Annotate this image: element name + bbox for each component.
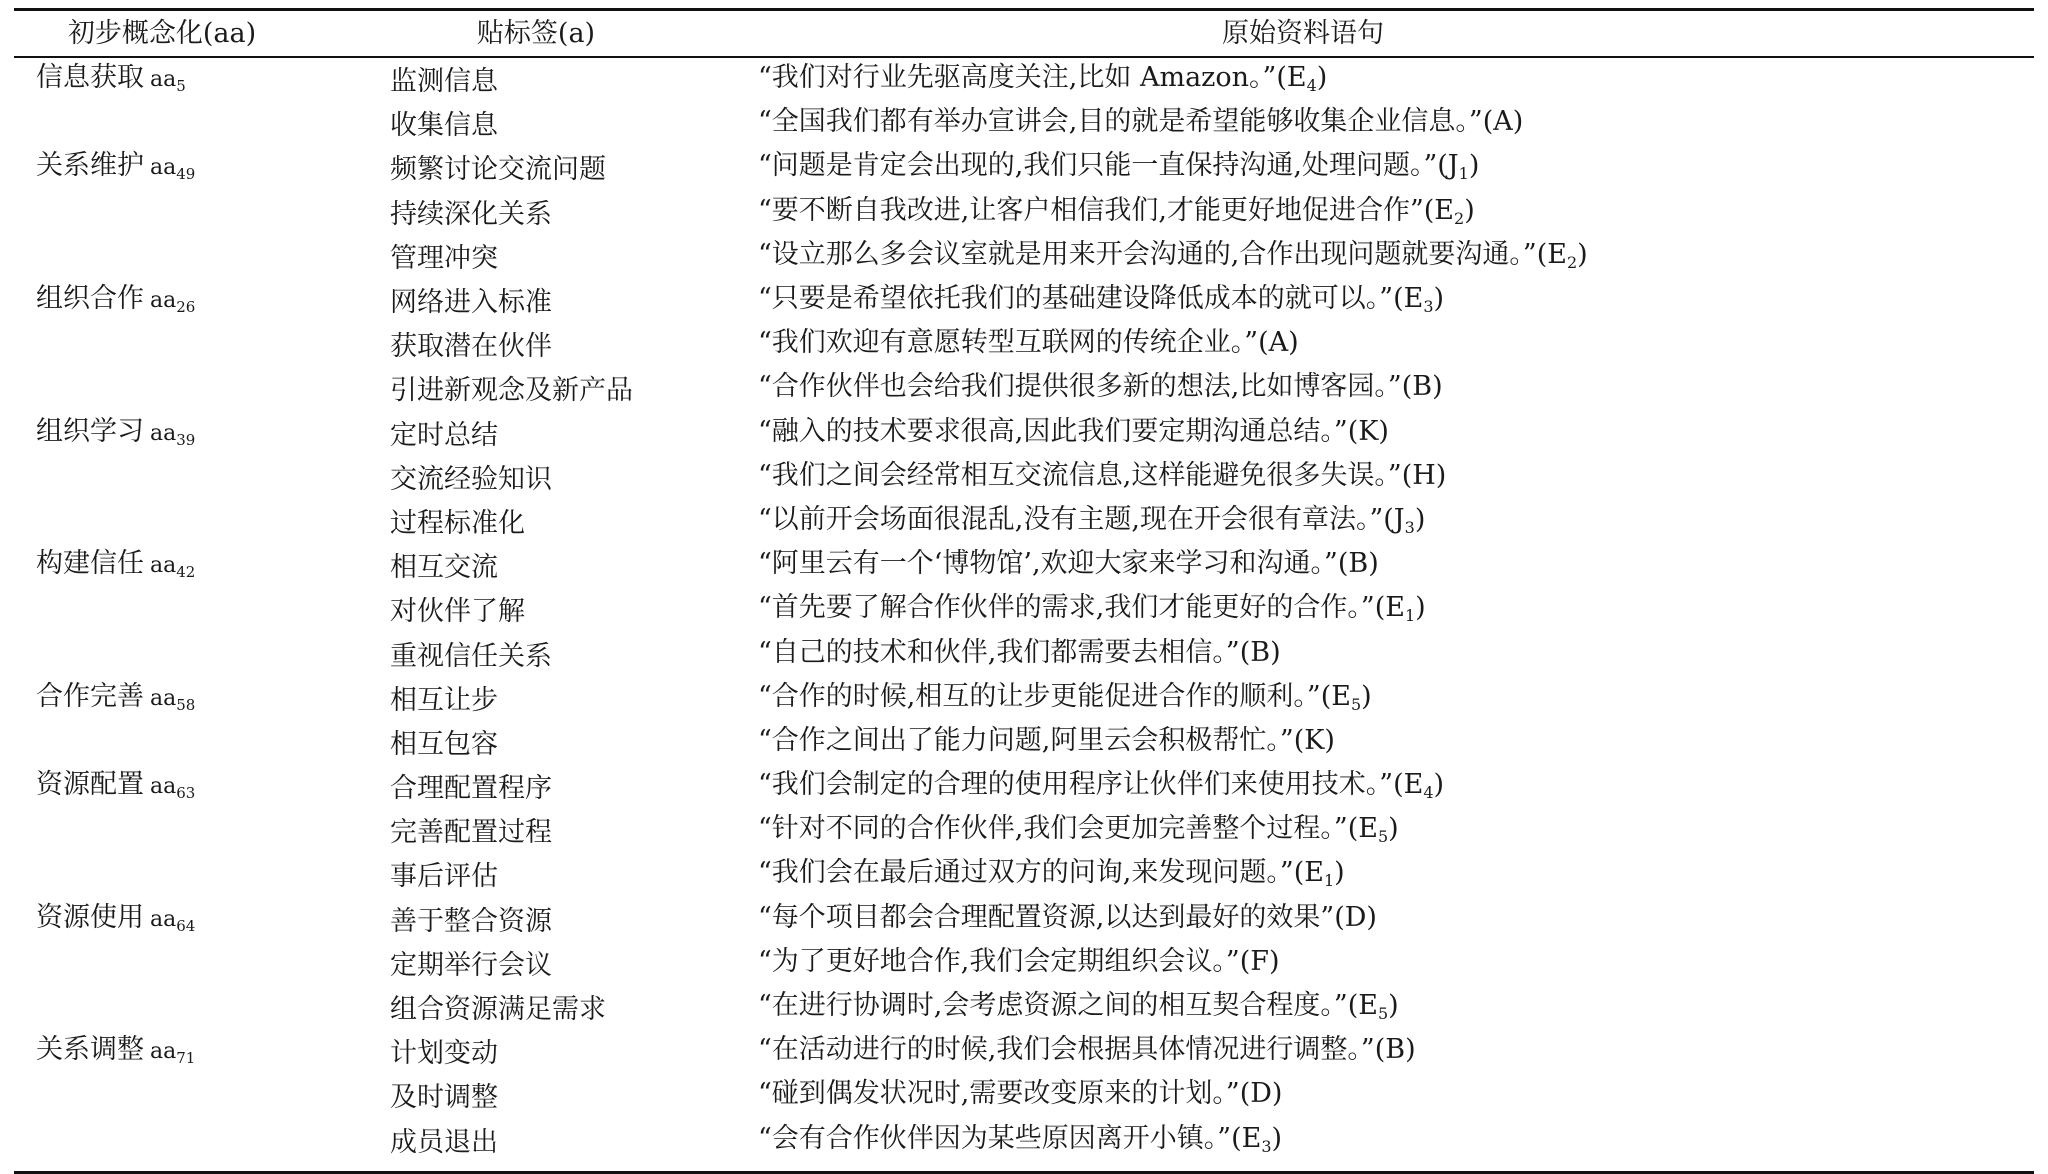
table-row	[14, 767, 2034, 811]
tag-cell: 相互让步	[390, 684, 498, 716]
table-row	[14, 237, 2034, 281]
source-close: )	[1388, 813, 1399, 845]
table-row	[14, 502, 2034, 546]
source-close: )	[1464, 194, 1475, 226]
concept-code	[150, 288, 196, 317]
quote-text: “会有合作伙伴因为某些原因离开小镇。”(E	[758, 1122, 1262, 1154]
quote-text: “阿里云有一个‘博物馆’,欢迎大家来学习和沟通。”(B)	[758, 548, 1379, 580]
concept-label: 信息获取	[36, 62, 144, 94]
concept-code	[150, 67, 186, 96]
source-close: )	[1415, 592, 1426, 624]
concept-label: 组织学习	[36, 415, 144, 447]
table-row	[14, 1032, 2034, 1076]
table-row	[14, 60, 2034, 104]
source-subscript: 3	[1261, 1136, 1272, 1156]
quote-text: “以前开会场面很混乱,没有主题,现在开会很有章法。”(J	[758, 503, 1405, 535]
source-close: )	[1577, 238, 1588, 270]
concept-code	[150, 685, 196, 714]
tag-cell: 组合资源满足需求	[390, 994, 606, 1026]
source-code	[1306, 62, 1328, 96]
source-code	[1404, 592, 1426, 626]
quote-text: “我们会在最后通过双方的问询,来发现问题。”(E	[758, 857, 1324, 889]
quote-text: “我们欢迎有意愿转型互联网的传统企业。”(A)	[758, 327, 1299, 359]
source-subscript: 2	[1454, 208, 1465, 228]
tag-cell: 重视信任关系	[390, 640, 552, 672]
concept-code-number: 5	[176, 77, 186, 96]
quote-text: “只要是希望依托我们的基础建设降低成本的就可以。”(E	[758, 283, 1424, 315]
concept-code-prefix: aa	[150, 553, 177, 579]
concept-code-number: 39	[176, 430, 196, 449]
concept-code-number: 64	[176, 916, 196, 935]
header-quote: 原始资料语句	[1222, 18, 1384, 49]
source-subscript: 2	[1566, 252, 1578, 272]
source-code	[1454, 195, 1475, 226]
source-code	[1261, 1123, 1282, 1154]
concept-code-number: 71	[176, 1049, 196, 1068]
concept-code-prefix: aa	[150, 1039, 177, 1065]
table-row	[14, 369, 2034, 413]
table-row	[14, 148, 2034, 192]
tag-cell: 频繁讨论交流问题	[390, 154, 606, 186]
header-concept: 初步概念化(aa)	[67, 18, 257, 49]
tag-cell: 相互包容	[390, 728, 498, 760]
tag-cell: 计划变动	[390, 1038, 498, 1070]
table-row	[14, 1076, 2034, 1120]
tag-cell: 完善配置过程	[390, 817, 552, 849]
concept-label: 资源配置	[36, 769, 144, 801]
tag-cell: 获取潜在伙伴	[390, 331, 552, 363]
table-row	[14, 458, 2034, 502]
source-code	[1405, 504, 1426, 535]
table-row	[14, 634, 2034, 678]
concept-code-number: 63	[176, 784, 196, 803]
concept-code	[150, 1039, 196, 1068]
concept-code	[150, 420, 196, 449]
concept-label: 关系维护	[36, 150, 144, 182]
concept-label: 构建信任	[36, 548, 144, 580]
source-close: )	[1468, 150, 1480, 182]
source-subscript: 1	[1458, 164, 1469, 184]
quote-text: “融入的技术要求很高,因此我们要定期沟通总结。”(K)	[758, 415, 1389, 447]
table-row	[14, 679, 2034, 723]
concept-code	[150, 553, 196, 582]
quote-text: “为了更好地合作,我们会定期组织会议。”(F)	[758, 945, 1280, 977]
table-row	[14, 723, 2034, 767]
table-row	[14, 281, 2034, 325]
source-subscript: 5	[1377, 827, 1389, 847]
source-code	[1423, 769, 1445, 803]
quote-text: “设立那么多会议室就是用来开会沟通的,合作出现问题就要沟通。”(E	[758, 238, 1567, 270]
tag-cell: 事后评估	[390, 861, 498, 893]
concept-code-prefix: aa	[150, 155, 177, 181]
source-code	[1377, 990, 1399, 1024]
tag-cell: 持续深化关系	[390, 198, 552, 230]
source-close: )	[1414, 503, 1426, 535]
concept-cell	[14, 1117, 390, 1169]
tag-cell: 监测信息	[390, 66, 498, 98]
tag-cell: 定期举行会议	[390, 949, 552, 981]
quote-text: “在活动进行的时候,我们会根据具体情况进行调整。”(B)	[758, 1034, 1416, 1066]
tag-cell: 成员退出	[390, 1126, 498, 1158]
quote-text: “合作的时候,相互的让步更能促进合作的顺利。”(E	[758, 680, 1351, 712]
coding-table	[14, 8, 2034, 1174]
concept-label: 资源使用	[36, 901, 144, 933]
quote-text: “合作之间出了能力问题,阿里云会积极帮忙。”(K)	[758, 724, 1335, 756]
source-code	[1377, 813, 1399, 847]
concept-code-prefix: aa	[150, 420, 177, 446]
source-close: )	[1433, 283, 1445, 315]
quote-text: “在进行协调时,会考虑资源之间的相互契合程度。”(E	[758, 990, 1378, 1022]
source-close: )	[1271, 1122, 1283, 1154]
table-row	[14, 944, 2034, 988]
source-code	[1351, 681, 1372, 712]
source-code	[1567, 239, 1588, 270]
concept-code-prefix: aa	[150, 906, 177, 932]
source-close: )	[1361, 680, 1372, 712]
quote-text: “碰到偶发状况时,需要改变原来的计划。”(D)	[758, 1078, 1283, 1110]
source-close: )	[1316, 62, 1328, 94]
header-tag: 贴标签(a)	[476, 18, 596, 49]
concept-code-prefix: aa	[150, 685, 177, 711]
tag-cell: 收集信息	[390, 110, 498, 142]
concept-code	[150, 155, 196, 184]
tag-cell: 网络进入标准	[390, 287, 552, 319]
source-code	[1458, 150, 1480, 184]
concept-code-number: 49	[176, 165, 196, 184]
quote-text: “每个项目都会合理配置资源,以达到最好的效果”(D)	[758, 901, 1377, 933]
table-row	[14, 1121, 2034, 1165]
quote-cell	[758, 1117, 2034, 1169]
table-row	[14, 855, 2034, 899]
source-subscript: 5	[1377, 1004, 1389, 1024]
table-row	[14, 414, 2034, 458]
quote-text: “我们之间会经常相互交流信息,这样能避免很多失误。”(H)	[758, 459, 1447, 491]
source-subscript: 5	[1350, 694, 1362, 714]
concept-label: 关系调整	[36, 1034, 144, 1066]
tag-cell: 合理配置程序	[390, 773, 552, 805]
source-subscript: 4	[1423, 783, 1434, 803]
concept-label: 合作完善	[36, 680, 144, 712]
concept-code	[150, 774, 196, 803]
concept-code-number: 42	[176, 563, 196, 582]
concept-label: 组织合作	[36, 283, 144, 315]
table-row	[14, 546, 2034, 590]
quote-text: “针对不同的合作伙伴,我们会更加完善整个过程。”(E	[758, 813, 1378, 845]
table-row	[14, 193, 2034, 237]
table-row	[14, 988, 2034, 1032]
source-close: )	[1388, 990, 1399, 1022]
quote-text: “首先要了解合作伙伴的需求,我们才能更好的合作。”(E	[758, 592, 1405, 624]
quote-text: “问题是肯定会出现的,我们只能一直保持沟通,处理问题。”(J	[758, 150, 1459, 182]
concept-code	[150, 906, 196, 935]
source-code	[1323, 857, 1345, 891]
quote-text: “我们会制定的合理的使用程序让伙伴们来使用技术。”(E	[758, 769, 1424, 801]
source-subscript: 1	[1404, 606, 1416, 626]
tag-cell: 引进新观念及新产品	[390, 375, 633, 407]
tag-cell: 及时调整	[390, 1082, 498, 1114]
source-subscript: 4	[1306, 76, 1317, 96]
table-row	[14, 590, 2034, 634]
tag-cell: 定时总结	[390, 419, 498, 451]
tag-cell: 善于整合资源	[390, 905, 552, 937]
table-row	[14, 811, 2034, 855]
source-subscript: 1	[1323, 871, 1335, 891]
tag-cell: 管理冲突	[390, 242, 498, 274]
tag-cell: 过程标准化	[390, 507, 525, 539]
concept-code-prefix: aa	[150, 67, 177, 93]
table-bottom-rule	[14, 1171, 2034, 1174]
quote-text: “自己的技术和伙伴,我们都需要去相信。”(B)	[758, 636, 1281, 668]
table-body	[14, 58, 2034, 1171]
quote-text: “合作伙伴也会给我们提供很多新的想法,比如博客园。”(B)	[758, 371, 1443, 403]
tag-cell: 相互交流	[390, 552, 498, 584]
table-row	[14, 325, 2034, 369]
table-header-row	[14, 11, 2034, 56]
source-close: )	[1433, 769, 1445, 801]
source-subscript: 3	[1404, 517, 1415, 537]
quote-text: “我们对行业先驱高度关注,比如 Amazon。”(E	[758, 62, 1307, 94]
tag-cell: 对伙伴了解	[390, 596, 525, 628]
concept-code-number: 58	[176, 695, 196, 714]
concept-code-prefix: aa	[150, 288, 177, 314]
source-code	[1423, 283, 1445, 317]
concept-code-number: 26	[176, 298, 196, 317]
tag-cell: 交流经验知识	[390, 463, 552, 495]
source-close: )	[1334, 857, 1345, 889]
source-subscript: 3	[1423, 297, 1434, 317]
concept-code-prefix: aa	[150, 774, 177, 800]
quote-text: “全国我们都有举办宣讲会,目的就是希望能够收集企业信息。”(A)	[758, 106, 1524, 138]
table-row	[14, 900, 2034, 944]
table-row	[14, 104, 2034, 148]
quote-text: “要不断自我改进,让客户相信我们,才能更好地促进合作”(E	[758, 194, 1455, 226]
